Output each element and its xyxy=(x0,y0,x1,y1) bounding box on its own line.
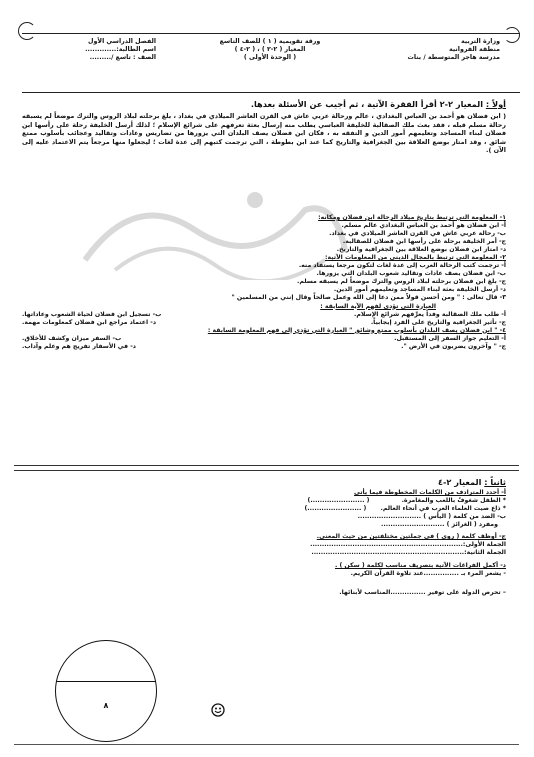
q3-head: ٣- قال تعالى : " ومن أحسن قولاً ممن دعا إلى الله وعمل صالحاً وقال إنني من المسلمين " xyxy=(231,294,506,302)
q3-subhead: العبارة التي تؤدي لفهم الآية السابقة : xyxy=(320,302,436,310)
q2-option-c[interactable]: ج- بلغ ابن فضلان برحلته لبلاد الروس والترك موضعاً لم يسبقه مسلم. xyxy=(297,278,506,286)
q1-option-c[interactable]: ج- أمر الخليفة برحلة على رأسها ابن فضلان للصقالبة. xyxy=(342,238,506,246)
section1 xyxy=(22,99,506,155)
q3-option-d[interactable]: د- اعتماد مراجع ابن فضلان كمعلومات مهمة. xyxy=(22,318,156,326)
section-divider xyxy=(14,465,519,471)
fill-blank-1[interactable]: - يشعر المرء بـ ...............عند تلاوة القرآن الكريم. xyxy=(350,570,506,578)
q2-option-d[interactable]: د- أرسل الخليفة بعثة لبناء المساجد وتعليمهم أمور الدين. xyxy=(333,286,506,294)
synonym-answer-2[interactable]: ( .......................) xyxy=(304,505,367,513)
fill-blanks-head: د- أكمل الفراغات الآتية بتصريف مناسب لكلمة ( سكن ) . xyxy=(334,562,506,570)
q1-option-d[interactable]: د- امتاز ابن فضلان بوضع العلاقة بين الجغرافية والتاريخ. xyxy=(336,246,506,254)
q4-row-2 xyxy=(22,343,506,351)
q1-option-a[interactable]: أ- ابن فضلان هو أحمد بن العباس البغدادي عالم مسلم. xyxy=(341,222,506,230)
smiley-face-icon xyxy=(211,703,225,717)
q1-option-b[interactable]: ب- رحالة عربي عاش في القرن العاشر الميلادي في بغداد. xyxy=(329,230,506,238)
header-student-info: الفصل الدراسي الأول اسم الطالبة:............. الصف : تاسع /......... xyxy=(46,38,156,62)
fill-blank-2[interactable]: – تحرص الدولة على توفير ...............المناسب لأبنائها. xyxy=(339,588,506,596)
q3-row-2 xyxy=(22,319,506,327)
synonym-answer-1[interactable]: ( .......................) xyxy=(307,497,370,505)
page-bottom-rule xyxy=(14,744,519,745)
antonym-item[interactable]: ب- الضد من كلمة ( اليأس ) ........................... xyxy=(357,513,506,521)
q3-option-c[interactable]: ج- تأثير الجغرافية والتاريخ على الفرد إيجابياً. xyxy=(370,318,506,326)
sentence-2-field[interactable]: الجملة الثانية:................................................................. xyxy=(311,549,506,557)
q4-head: ٤- " ابن فضلان يصف البلدان بأسلوب ممتع وشائق " العبارة التي تؤدي إلى فهم المعلومة السابقة : xyxy=(207,326,506,334)
section2 xyxy=(22,478,506,597)
q4-option-b[interactable]: ب- السفر ميزان وكشف للأخلاق. xyxy=(22,334,122,342)
q2-head: ٢- المعلومة التي ترتبط بالمجال الديني من المعلومات الآتية: xyxy=(325,254,506,262)
q3-row-1 xyxy=(22,311,506,319)
reading-passage: ( ابن فضلان هو أحمد بن العباس البغدادي ، عالم ورحالة عربي عاش في القرن العاشر الميلادي في بغداد ، بلغ برحلته لبلاد الروس والترك موضعاً لم يسبقه رحالة مسلم قبله ، فقد بعث ملك الصقالبة للخليفة العباسي يطلب منه إرسال بعثة تعرفهم على شرائع الإسلام ؛ لذلك أرسل الخليفة رحلة على رأسها ابن فضلان لبناء المساجد وتعليمهم أمور الدين و التفقه به ، فكان ابن فضلان يصف البلدان التي يزورها من تضاريس وعادات وتقاليد وعجائب بأسلوب ممتع شائق ، وقد امتاز بوضع العلاقة بين الجغرافية والتاريخ كما عند ابن بطوطة ، التي ترجمت كتبهم إلى عدة لغات ؛ ليجعلوا منها مرجعاً يتم الاعتماد عليه إلى الآن ). xyxy=(22,112,506,155)
header-worksheet-info: ورقة تقويمية ( ١ ) للصف التاسع المعيار ( ٢-٢ ) ، ( ٢-٤ ) ( الوحدة الأولى ) xyxy=(219,38,321,61)
q4-option-c[interactable]: ج- " وآخرون يضربون في الأرض ". xyxy=(401,342,506,350)
q4-row-1 xyxy=(22,335,506,343)
q4-option-a[interactable]: أ- التعليم جواز السفر إلى المستقبل. xyxy=(394,334,506,342)
q2-option-a[interactable]: أ- ترجمت كتب الرحالة العرب إلى عدة لغات لتكون مرجعا يستفاد منه. xyxy=(298,262,506,270)
q4-option-d[interactable]: د- في الأسفار تفريج هم وعلم وآداب. xyxy=(22,342,136,350)
singular-item[interactable]: ومفرد ( الغرائز ) ........................... xyxy=(381,521,498,529)
q3-option-b[interactable]: ب- تسجيل ابن فضلان لحياة الشعوب وعاداتها. xyxy=(22,310,162,318)
synonym-item-1: * الطفل شغوفٌ باللعب والمغامرة. ( .......................) xyxy=(307,497,506,505)
section2-title: ثانياً : المعيار ٢-٤ xyxy=(438,477,506,487)
score-circle xyxy=(55,640,157,742)
class-field[interactable]: الصف : تاسع /......... xyxy=(89,54,156,61)
synonym-head: أ- أحدد المترادف من الكلمات المخطوطة فيما يأتي xyxy=(353,489,506,497)
student-name-field[interactable]: اسم الطالبة:............. xyxy=(85,46,156,53)
q3-option-a[interactable]: أ- طلب ملك الصقالبة وفداً يعرِّفهم شرائع الإسلام. xyxy=(354,310,506,318)
section1-title: أولاً : المعيار ٢-٢ أقرأ الفقرة الآتية ، ثم أجيب عن الأسئلة بعدها. xyxy=(250,99,506,109)
usage-head: ج- أوظف كلمة ( روى ) في جملتين مختلفتين من حيث المعنى. xyxy=(316,533,506,541)
score-divider xyxy=(56,681,156,682)
synonym-item-2: * ذاع صيت العلماء العرب في أنحاء العالم. ( .......................) xyxy=(304,505,506,513)
q2-option-b[interactable]: ب- ابن فضلان يصف عادات وتقاليد شعوب البلدان التي يزورها. xyxy=(316,270,506,278)
sentence-1-field[interactable]: الجملة الأولى:................................................................. xyxy=(310,541,506,549)
mcq-section xyxy=(22,214,506,351)
header-school-info: وزارة التربية منطقة الفروانية مدرسة هاجر المتوسطة / بنات xyxy=(407,38,500,61)
score-total: ٨ xyxy=(103,701,109,710)
q1-head: ١- المعلومة التي ترتبط بتاريخ ميلاد الرحالة ابن فضلان ومكانه: xyxy=(318,214,506,221)
